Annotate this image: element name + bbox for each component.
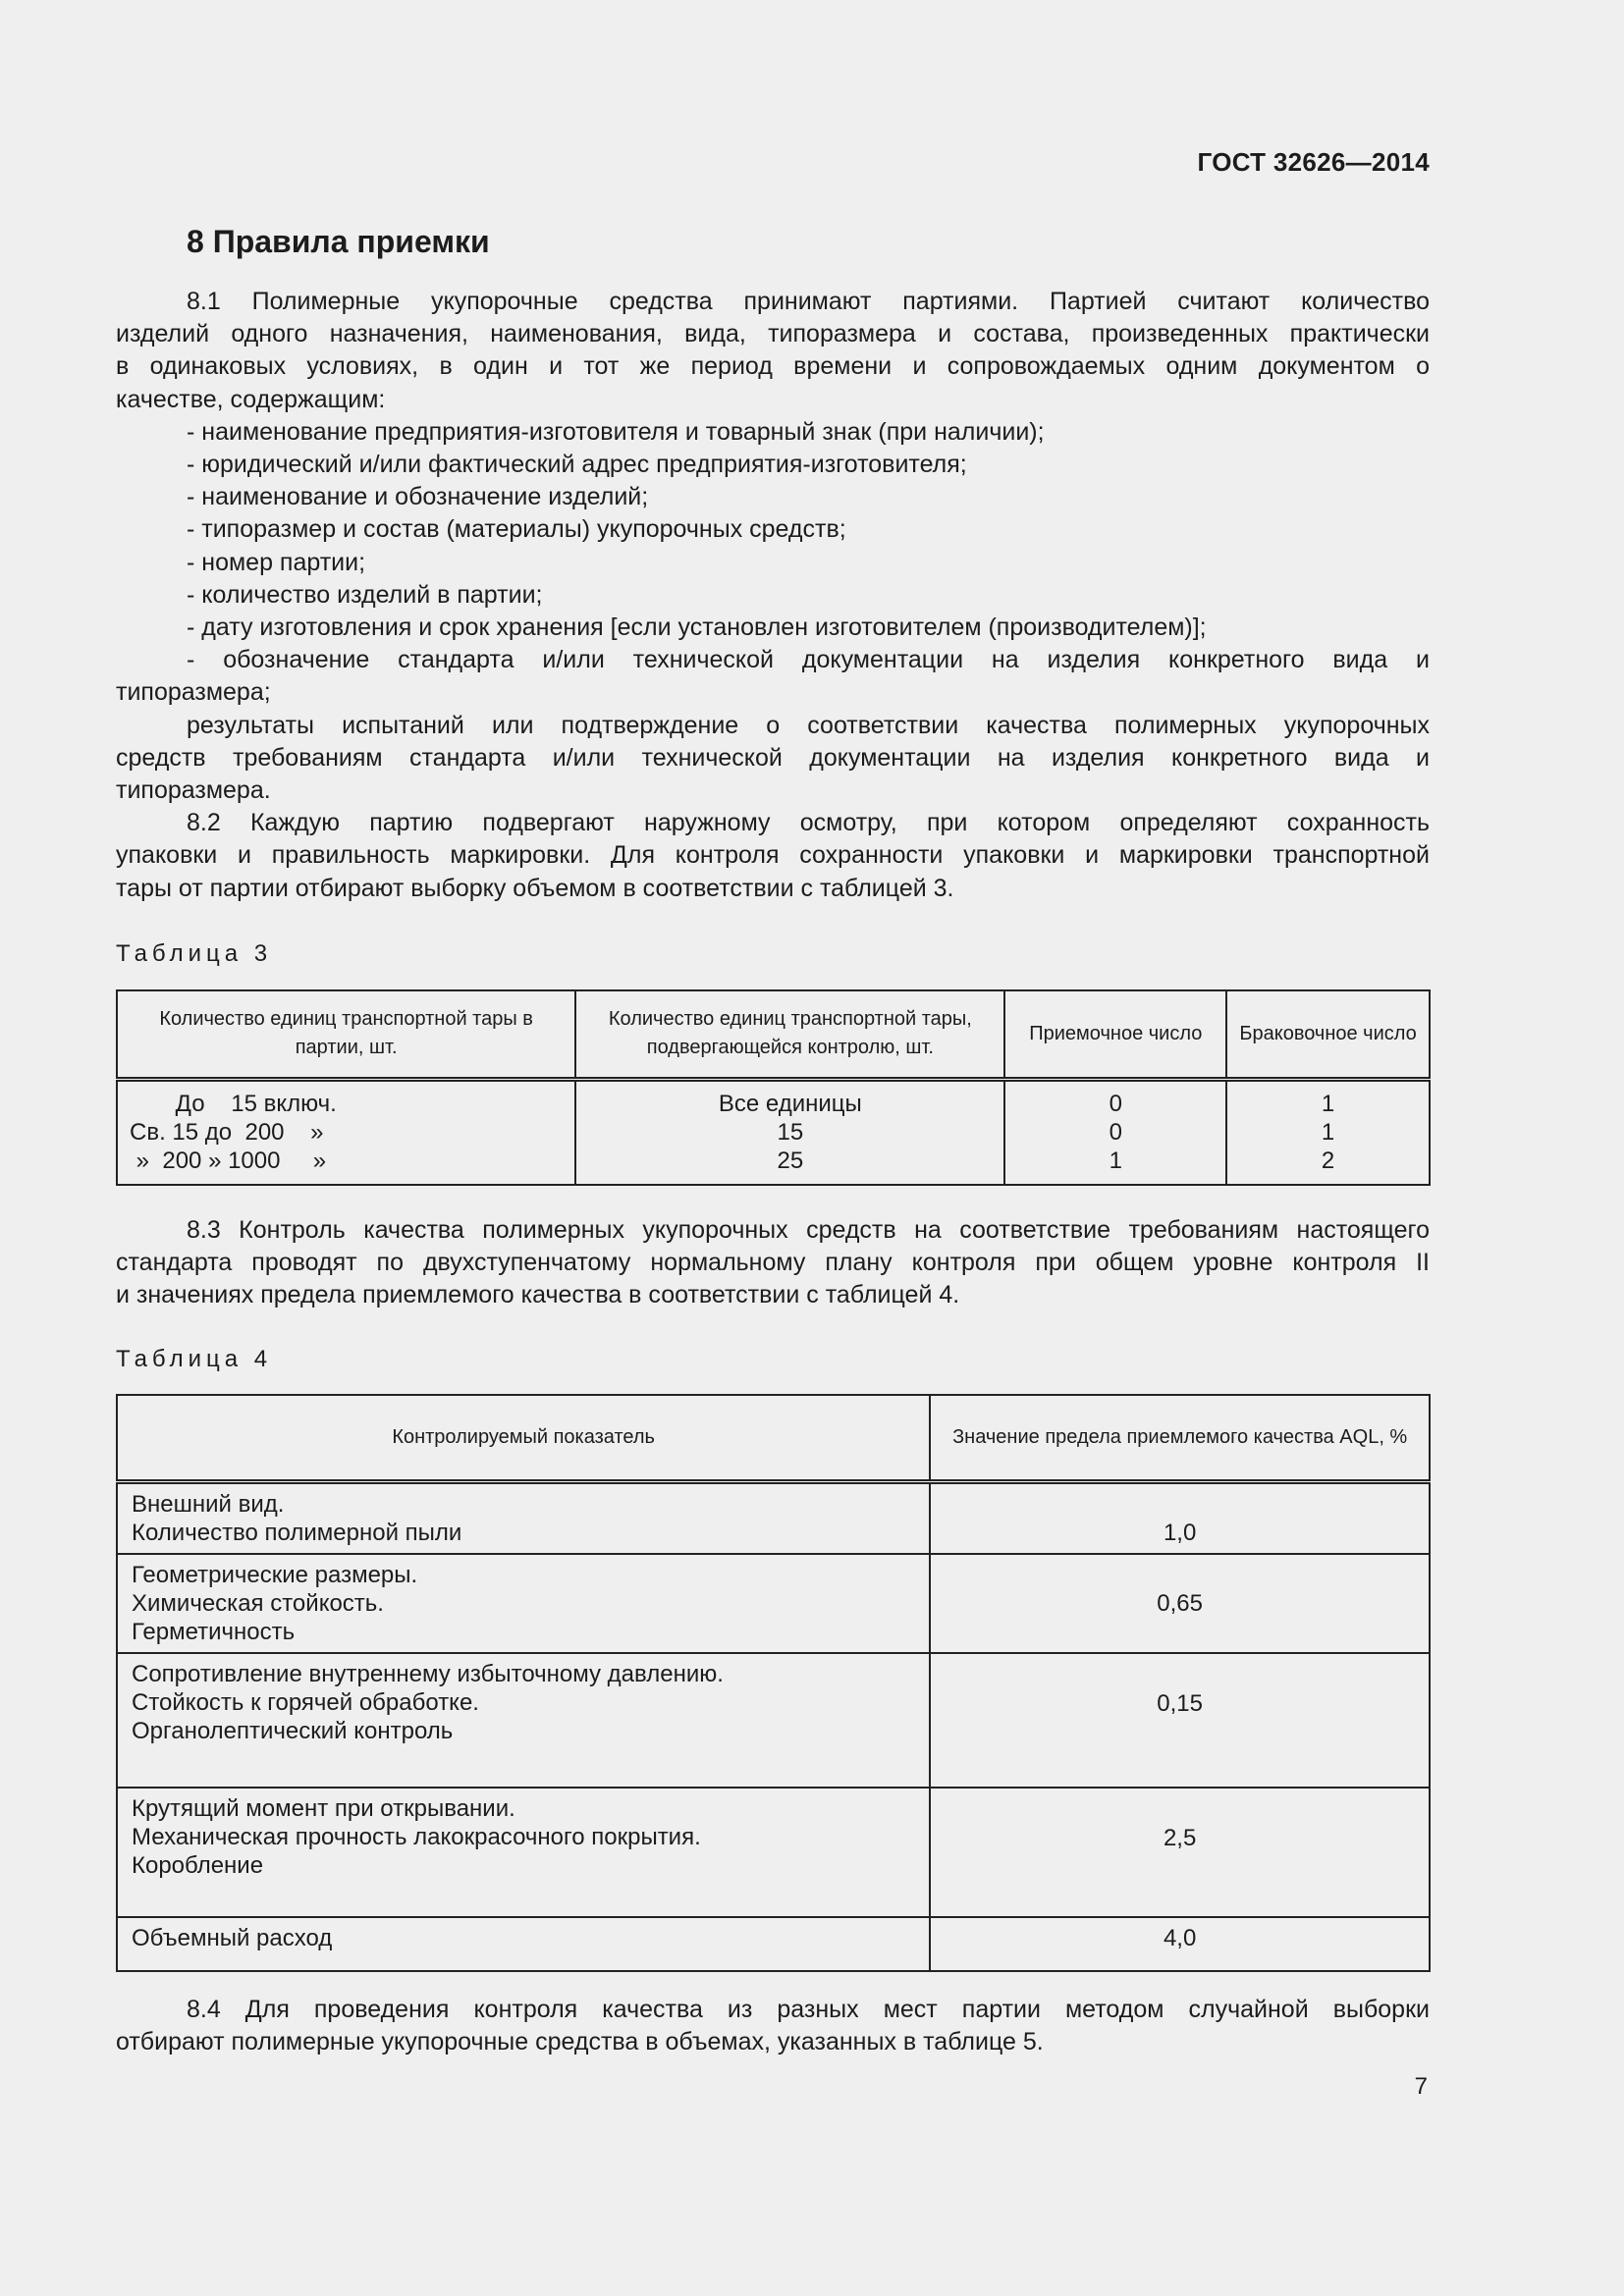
list-item: - наименование и обозначение изделий; [187, 483, 649, 511]
table-3-header: Количество единиц транспортной тары в партии, шт. [117, 990, 575, 1079]
table-3-cell [575, 1079, 1004, 1185]
table-3-header: Приемочное число [1004, 990, 1226, 1079]
cell-line: 1 [1109, 1148, 1122, 1175]
cell-line: Герметичность [132, 1618, 296, 1645]
cell-line: Крутящий момент при открывании. [132, 1794, 515, 1822]
p82-line: упаковки и правильность маркировки. Для контроля сохранности упаковки и маркировки транспортной [116, 841, 1430, 870]
cell-line: Все единицы [718, 1091, 862, 1118]
table-4-header: Значение предела приемлемого качества AQL, % [930, 1395, 1430, 1481]
paragraph-8-4 [116, 1994, 1430, 2058]
p81-line: изделий одного назначения, наименования, вида, типоразмера и состава, произведенных практически [116, 320, 1430, 348]
p81-line: в одинаковых условиях, в один и тот же период времени и сопровождаемых одним документом о [116, 352, 1430, 381]
p84-line: 8.4 Для проведения контроля качества из разных мест партии методом случайной выборки [187, 1996, 1430, 2023]
p83-line: и значениях предела приемлемого качества в соответствии с таблицей 4. [116, 1281, 960, 1309]
section-title: 8 Правила приемки [187, 224, 490, 259]
list-item-cont: типоразмера; [116, 678, 271, 707]
list-item: - номер партии; [187, 548, 366, 576]
table-3 [116, 989, 1431, 1186]
cell-line: Стойкость к горячей обработке. [132, 1688, 479, 1716]
p82-line: 8.2 Каждую партию подвергают наружному осмотру, при котором определяют сохранность [187, 809, 1430, 837]
list-item: - количество изделий в партии; [187, 580, 543, 609]
results-line: результаты испытаний или подтверждение о соответствии качества полимерных укупорочных [187, 711, 1430, 739]
paragraph-8-1 [116, 286, 1430, 905]
cell-line: 2 [1321, 1148, 1335, 1175]
table-4-header: Контролируемый показатель [117, 1395, 930, 1481]
table-3-cell [1226, 1079, 1430, 1185]
cell-line: Коробление [132, 1851, 264, 1879]
cell-line: » 200 » 1000 » [130, 1148, 327, 1175]
cell-line: Сопротивление внутреннему избыточному давлению. [132, 1660, 724, 1687]
table-4-cell [117, 1653, 930, 1788]
p82-line: тары от партии отбирают выборку объемом в соответствии с таблицей 3. [116, 874, 954, 902]
cell-line: 1 [1321, 1091, 1335, 1118]
cell-line: Механическая прочность лакокрасочного покрытия. [132, 1823, 701, 1850]
cell-line: До 15 включ. [130, 1091, 337, 1118]
list-item: - юридический и/или фактический адрес предприятия-изготовителя; [187, 451, 967, 479]
table-3-cell [1004, 1079, 1226, 1185]
cell-line: 0 [1109, 1091, 1122, 1118]
cell-line: Химическая стойкость. [132, 1589, 384, 1617]
list-item: - типоразмер и состав (материалы) укупорочных средств; [187, 515, 846, 544]
cell-line: Геометрические размеры. [132, 1561, 418, 1588]
cell-line: Внешний вид. [132, 1490, 285, 1518]
cell-line: 0 [1109, 1119, 1122, 1147]
cell-line: 1 [1321, 1119, 1335, 1147]
cell-line: Св. 15 до 200 » [130, 1119, 324, 1147]
p83-line: стандарта проводят по двухступенчатому нормальному плану контроля при общем уровне контроля II [116, 1249, 1430, 1277]
table-4-value: 0,15 [930, 1653, 1430, 1788]
table-4-value: 1,0 [930, 1481, 1430, 1554]
document-code: ГОСТ 32626—2014 [1197, 147, 1430, 177]
list-item: - наименование предприятия-изготовителя и товарный знак (при наличии); [187, 417, 1045, 446]
cell-line: 15 [777, 1119, 804, 1147]
cell-line: Количество полимерной пыли [132, 1519, 462, 1546]
cell-line: 25 [777, 1148, 804, 1175]
table-4-value: 2,5 [930, 1788, 1430, 1917]
paragraph-8-3 [116, 1214, 1430, 1312]
table-3-cell [117, 1079, 575, 1185]
cell-line: Объемный расход [132, 1924, 333, 1951]
table-3-header: Браковочное число [1226, 990, 1430, 1079]
p84-line: отбирают полимерные укупорочные средства в объемах, указанных в таблице 5. [116, 2028, 1044, 2056]
results-line: средств требованиям стандарта и/или технической документации на изделия конкретного вида и [116, 743, 1430, 772]
table-4-cell [117, 1788, 930, 1917]
p81-line: 8.1 Полимерные укупорочные средства принимают партиями. Партией считают количество [187, 288, 1430, 315]
list-item: - дату изготовления и срок хранения [если установлен изготовителем (производителем)]; [187, 614, 1207, 642]
list-item: - обозначение стандарта и/или технической документации на изделия конкретного вида и [187, 646, 1430, 674]
p81-line: качестве, содержащим: [116, 385, 386, 413]
results-line: типоразмера. [116, 776, 271, 805]
page-number: 7 [1414, 2073, 1428, 2100]
table-3-header: Количество единиц транспортной тары, подвергающейся контролю, шт. [575, 990, 1004, 1079]
table-4-value: 4,0 [930, 1917, 1430, 1971]
table-4-cell [117, 1554, 930, 1653]
table-4-caption: Таблица 4 [116, 1346, 273, 1372]
table-4-cell [117, 1917, 930, 1971]
table-3-caption: Таблица 3 [116, 940, 273, 967]
p83-line: 8.3 Контроль качества полимерных укупорочных средств на соответствие требованиям настоящего [187, 1216, 1430, 1244]
table-4-value: 0,65 [930, 1554, 1430, 1653]
table-4 [116, 1394, 1431, 1972]
cell-line: Органолептический контроль [132, 1717, 454, 1744]
table-4-cell [117, 1481, 930, 1554]
